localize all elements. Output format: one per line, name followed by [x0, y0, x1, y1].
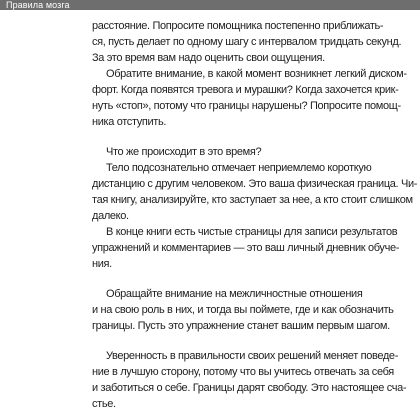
text-line: стье.	[92, 398, 116, 410]
text-line: Уверенность в правильности своих решений меняет поведе-	[106, 350, 399, 362]
text-line: ника отступить.	[92, 116, 167, 128]
paragraph	[92, 224, 400, 272]
paragraph-gap	[92, 272, 340, 286]
text-line: Что же происходит в это время?	[106, 146, 262, 158]
paragraph	[92, 18, 402, 66]
text-line: ния.	[92, 258, 112, 270]
text-line: упражнений и комментариев — это ваш личный дневник обуче-	[92, 242, 400, 254]
running-title: Правила мозга	[6, 0, 70, 10]
text-line: В конце книги есть чистые страницы для записи результатов	[106, 226, 398, 238]
paragraph	[92, 160, 418, 224]
text-line: расстояние. Попросите помощника постепенно приближать-	[92, 20, 384, 32]
text-line: форт. Когда появятся тревога и мурашки? Когда захочется крик-	[92, 84, 399, 96]
text-line: дистанцию с другим человеком. Это ваша физическая граница. Чи-	[92, 178, 418, 190]
text-line: нуть «стоп», потому что границы нарушены? Попросите помощ-	[92, 100, 401, 112]
text-line: тая книгу, анализируйте, кто заступает за нее, а кто стоит слишком	[92, 194, 413, 206]
text-line: Обратите внимание, в какой момент возникнет легкий диском-	[106, 68, 407, 80]
text-line: и на свою роль в них, и тогда вы поймете, где и как обозначить	[92, 304, 394, 316]
body-text	[92, 18, 418, 412]
paragraph	[92, 144, 340, 160]
paragraph-gap	[92, 130, 340, 144]
paragraph	[92, 348, 407, 412]
running-header-bar	[0, 0, 420, 10]
paragraph-gap	[92, 334, 340, 348]
text-line: ся, пусть делает по одному шагу с интервалом тридцать секунд.	[92, 36, 402, 48]
text-line: За это время вам надо оценить свои ощущения.	[92, 52, 325, 64]
text-line: Обращайте внимание на межличностные отношения	[106, 288, 363, 300]
text-line: далеко.	[92, 210, 129, 222]
paragraph	[92, 286, 394, 334]
paragraph	[92, 66, 407, 130]
text-line: границы. Пусть это упражнение станет вашим первым шагом.	[92, 320, 390, 332]
text-line: Тело подсознательно отмечает неприемлемо короткую	[106, 162, 372, 174]
text-line: ние в лучшую сторону, потому что вы учитесь отвечать за себя	[92, 366, 394, 378]
text-line: и заботиться о себе. Границы дарят свободу. Это настоящее сча-	[92, 382, 407, 394]
